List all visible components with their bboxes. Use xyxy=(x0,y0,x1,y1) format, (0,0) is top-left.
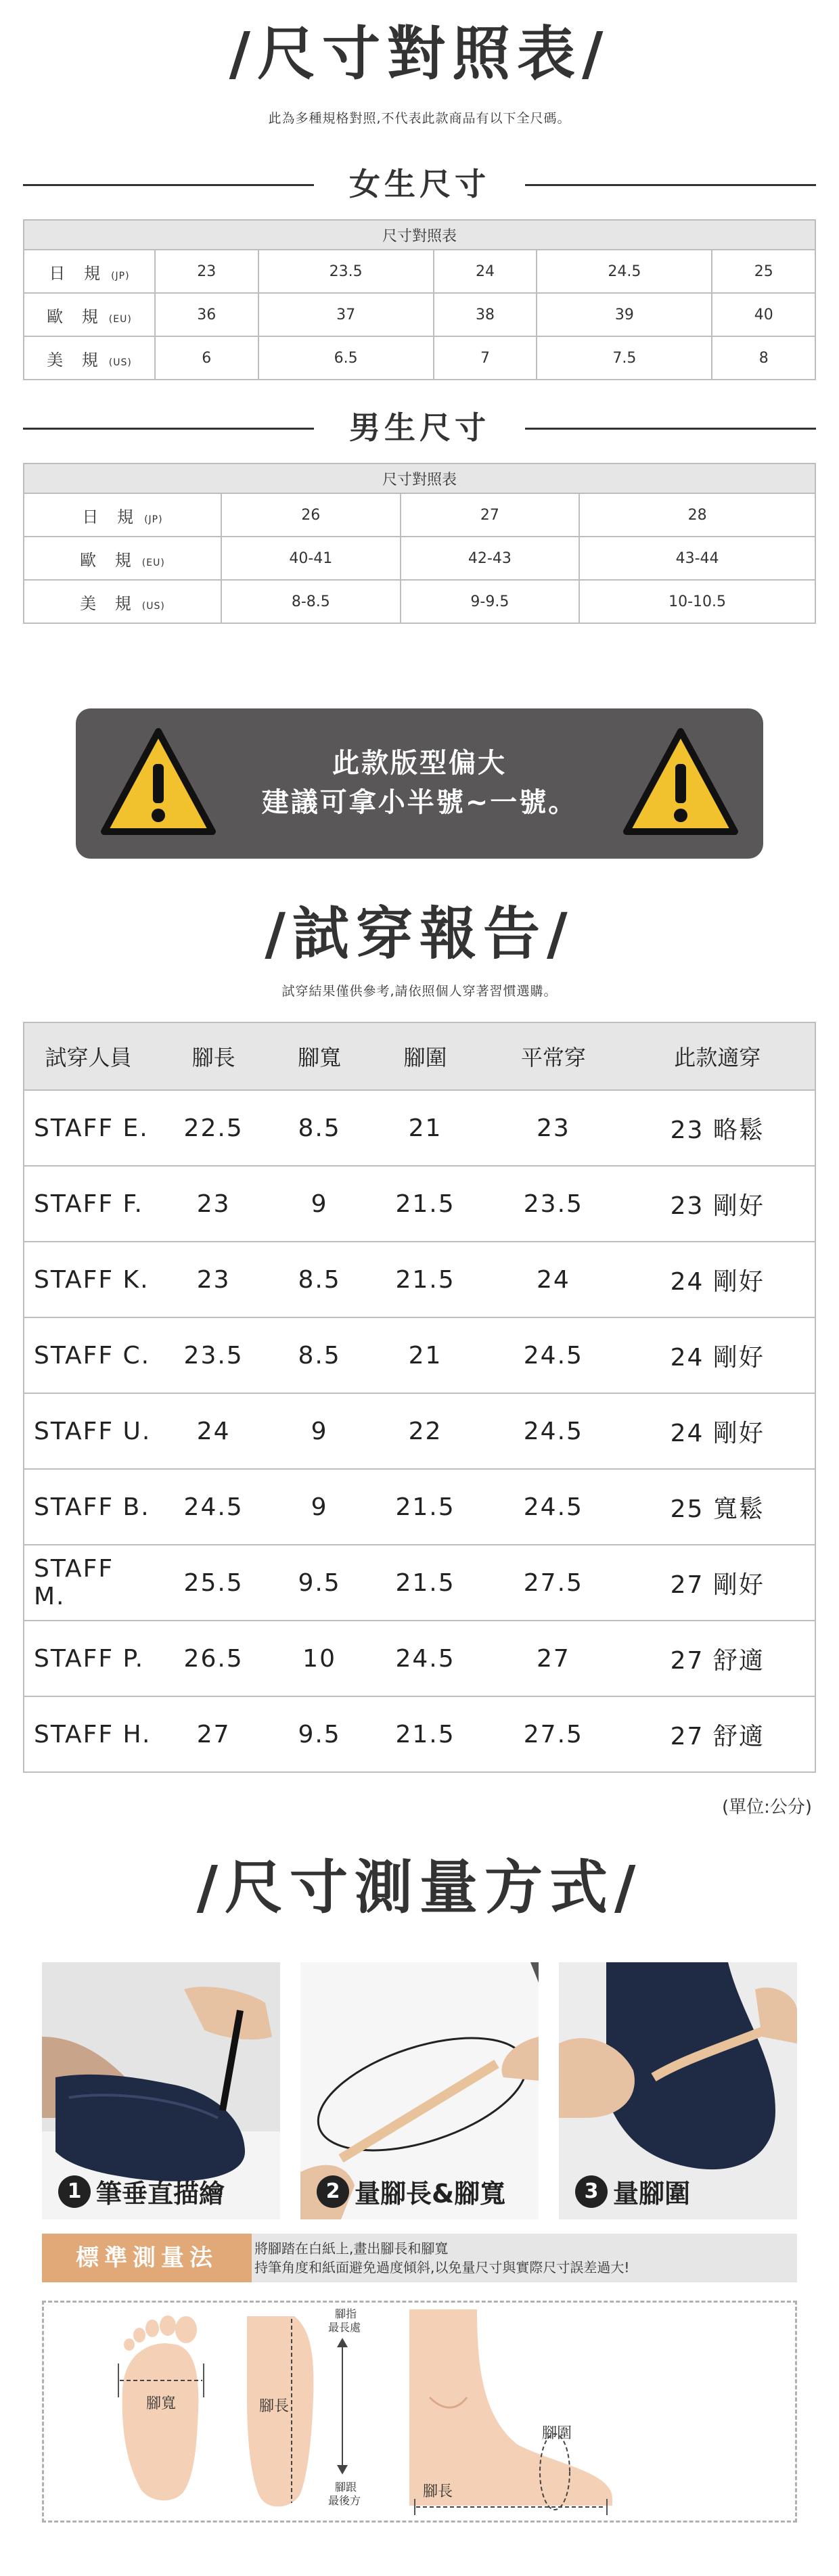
table-cell: 8.5 xyxy=(275,1090,364,1166)
top-label-1: 腳指 xyxy=(335,2307,357,2320)
table-cell: 24.5 xyxy=(364,1621,486,1696)
step-1-caption: 1 筆垂直描繪 xyxy=(58,2173,225,2210)
table-cell: 24 xyxy=(434,250,537,293)
table-cell: 24.5 xyxy=(486,1317,620,1393)
table-cell: 38 xyxy=(434,293,537,336)
table-row xyxy=(24,1166,815,1242)
table-cell: 24.5 xyxy=(537,250,712,293)
page-title: /尺寸對照表/ xyxy=(229,20,610,88)
staff-name-cell: STAFF K. xyxy=(24,1242,152,1317)
table-cell: 27 xyxy=(486,1621,620,1696)
standard-method-label: 標準測量法 xyxy=(42,2234,252,2282)
table-cell: 27 舒適 xyxy=(620,1621,815,1696)
table-cell: 25 寬鬆 xyxy=(620,1469,815,1545)
step-number: 1 xyxy=(58,2175,91,2208)
table-cell: 27 xyxy=(401,493,580,537)
women-section-heading xyxy=(23,164,816,204)
table-cell: 24 剛好 xyxy=(620,1393,815,1469)
table-row xyxy=(24,580,815,623)
table-cell: 23 xyxy=(152,1166,275,1242)
table-header-row xyxy=(24,1022,815,1090)
table-cell: 24.5 xyxy=(486,1469,620,1545)
table-cell: 9 xyxy=(275,1393,364,1469)
table-cell: 9.5 xyxy=(275,1696,364,1772)
table-cell: 23 剛好 xyxy=(620,1166,815,1242)
table-row xyxy=(24,250,815,293)
row-label: 日 規 (JP) xyxy=(24,250,155,293)
fit-warning-box xyxy=(76,708,763,859)
heading-rule-right xyxy=(525,428,816,430)
table-row xyxy=(24,1393,815,1469)
staff-name-cell: STAFF F. xyxy=(24,1166,152,1242)
column-header: 此款適穿 xyxy=(620,1022,815,1090)
table-cell: 9.5 xyxy=(275,1545,364,1621)
table-cell: 23 xyxy=(486,1090,620,1166)
table-cell: 21.5 xyxy=(364,1545,486,1621)
table-cell: 26 xyxy=(221,493,401,537)
table-cell: 27 xyxy=(152,1696,275,1772)
table-cell: 8-8.5 xyxy=(221,580,401,623)
trial-title: /試穿報告/ xyxy=(265,900,574,967)
row-label: 美 規 (US) xyxy=(24,580,221,623)
women-size-table xyxy=(23,219,816,380)
staff-name-cell: STAFF C. xyxy=(24,1317,152,1393)
column-header: 平常穿 xyxy=(486,1022,620,1090)
table-cell: 10-10.5 xyxy=(579,580,815,623)
table-row xyxy=(24,1545,815,1621)
table-cell: 21 xyxy=(364,1090,486,1166)
warning-line-2: 建議可拿小半號~一號。 xyxy=(261,787,578,818)
table-row xyxy=(24,293,815,336)
staff-name-cell: STAFF U. xyxy=(24,1393,152,1469)
men-size-table xyxy=(23,463,816,624)
table-row xyxy=(24,1621,815,1696)
girth-label: 腳圍 xyxy=(542,2425,572,2442)
table-cell: 21.5 xyxy=(364,1469,486,1545)
step-2-caption: 2 量腳長&腳寬 xyxy=(317,2173,505,2210)
table-cell: 23 xyxy=(152,1242,275,1317)
table-cell: 23.5 xyxy=(258,250,434,293)
unit-note: (單位:公分) xyxy=(721,1797,812,1817)
trial-report-table xyxy=(23,1022,816,1773)
foot-diagram-svg xyxy=(44,2303,795,2521)
row-label: 美 規 (US) xyxy=(24,336,155,380)
men-table-title: 尺寸對照表 xyxy=(24,464,815,493)
width-label: 腳寬 xyxy=(145,2395,177,2412)
table-cell: 40 xyxy=(712,293,815,336)
table-row xyxy=(24,493,815,537)
column-header: 腳寬 xyxy=(275,1022,364,1090)
table-row xyxy=(24,336,815,380)
table-cell: 43-44 xyxy=(579,537,815,580)
table-cell: 39 xyxy=(537,293,712,336)
table-row xyxy=(24,1242,815,1317)
bottom-label-2: 最後方 xyxy=(328,2494,361,2507)
table-cell: 26.5 xyxy=(152,1621,275,1696)
column-header: 腳圍 xyxy=(364,1022,486,1090)
table-cell: 8.5 xyxy=(275,1242,364,1317)
staff-name-cell: STAFF B. xyxy=(24,1469,152,1545)
table-cell: 40-41 xyxy=(221,537,401,580)
table-cell: 6.5 xyxy=(258,336,434,380)
table-cell: 24 剛好 xyxy=(620,1242,815,1317)
step-number: 2 xyxy=(317,2175,349,2208)
table-cell: 24 xyxy=(152,1393,275,1469)
table-row xyxy=(24,1317,815,1393)
top-label-2: 最長處 xyxy=(328,2321,361,2334)
column-header: 腳長 xyxy=(152,1022,275,1090)
table-cell: 9 xyxy=(275,1166,364,1242)
step-1-photo xyxy=(42,1962,280,2219)
table-cell: 7.5 xyxy=(537,336,712,380)
table-cell: 27.5 xyxy=(486,1545,620,1621)
table-cell: 8.5 xyxy=(275,1317,364,1393)
measure-title: /尺寸測量方式/ xyxy=(196,1853,643,1922)
table-cell: 9 xyxy=(275,1469,364,1545)
table-cell: 9-9.5 xyxy=(401,580,580,623)
table-cell: 23 略鬆 xyxy=(620,1090,815,1166)
step-3-photo xyxy=(559,1962,797,2219)
table-row xyxy=(24,537,815,580)
staff-name-cell: STAFF M. xyxy=(24,1545,152,1621)
row-label: 歐 規 (EU) xyxy=(24,293,155,336)
table-cell: 21.5 xyxy=(364,1696,486,1772)
table-cell: 27 剛好 xyxy=(620,1545,815,1621)
table-cell: 7 xyxy=(434,336,537,380)
table-cell: 24.5 xyxy=(152,1469,275,1545)
table-cell: 36 xyxy=(155,293,258,336)
standard-method-bar xyxy=(42,2234,797,2282)
table-cell: 23 xyxy=(155,250,258,293)
women-heading: 女生尺寸 xyxy=(349,166,490,202)
table-cell: 27 舒適 xyxy=(620,1696,815,1772)
length-label: 腳長 xyxy=(259,2398,290,2415)
staff-name-cell: STAFF H. xyxy=(24,1696,152,1772)
men-heading: 男生尺寸 xyxy=(349,409,490,446)
table-cell: 21.5 xyxy=(364,1166,486,1242)
table-cell: 42-43 xyxy=(401,537,580,580)
table-cell: 24 xyxy=(486,1242,620,1317)
table-cell: 22.5 xyxy=(152,1090,275,1166)
trial-subtitle: 試穿結果僅供參考,請依照個人穿著習慣選購。 xyxy=(281,984,558,999)
step-3-caption: 3 量腳圍 xyxy=(575,2173,690,2210)
staff-name-cell: STAFF P. xyxy=(24,1621,152,1696)
women-table-title: 尺寸對照表 xyxy=(24,220,815,250)
staff-name-cell: STAFF E. xyxy=(24,1090,152,1166)
table-cell: 22 xyxy=(364,1393,486,1469)
standard-method-description: 將腳踏在白紙上,畫出腳長和腳寬 持筆角度和紙面避免過度傾斜,以免量尺寸與實際尺寸誤差過大! xyxy=(254,2240,630,2276)
column-header: 試穿人員 xyxy=(24,1022,152,1090)
row-label: 日 規 (JP) xyxy=(24,493,221,537)
table-cell: 21.5 xyxy=(364,1242,486,1317)
men-section-heading xyxy=(23,407,816,448)
step-2-photo xyxy=(300,1962,539,2219)
bottom-label-1: 腳跟 xyxy=(335,2481,357,2493)
table-cell: 6 xyxy=(155,336,258,380)
table-cell: 27.5 xyxy=(486,1696,620,1772)
table-cell: 21 xyxy=(364,1317,486,1393)
page-subtitle: 此為多種規格對照,不代表此款商品有以下全尺碼。 xyxy=(268,111,571,126)
table-cell: 24.5 xyxy=(486,1393,620,1469)
step-number: 3 xyxy=(575,2175,608,2208)
table-cell: 28 xyxy=(579,493,815,537)
heading-rule-right xyxy=(525,184,816,186)
table-row xyxy=(24,1469,815,1545)
table-cell: 25.5 xyxy=(152,1545,275,1621)
table-row xyxy=(24,1696,815,1772)
row-label: 歐 規 (EU) xyxy=(24,537,221,580)
table-cell: 23.5 xyxy=(486,1166,620,1242)
table-cell: 10 xyxy=(275,1621,364,1696)
foot-measurement-diagram xyxy=(42,2301,797,2523)
table-cell: 25 xyxy=(712,250,815,293)
table-cell: 24 剛好 xyxy=(620,1317,815,1393)
warning-icon-right xyxy=(621,725,740,840)
warning-line-1: 此款版型偏大 xyxy=(332,748,507,779)
table-row xyxy=(24,1090,815,1166)
table-cell: 8 xyxy=(712,336,815,380)
table-cell: 37 xyxy=(258,293,434,336)
side-length-label: 腳長 xyxy=(423,2483,453,2500)
table-cell: 23.5 xyxy=(152,1317,275,1393)
side-foot xyxy=(409,2309,612,2506)
